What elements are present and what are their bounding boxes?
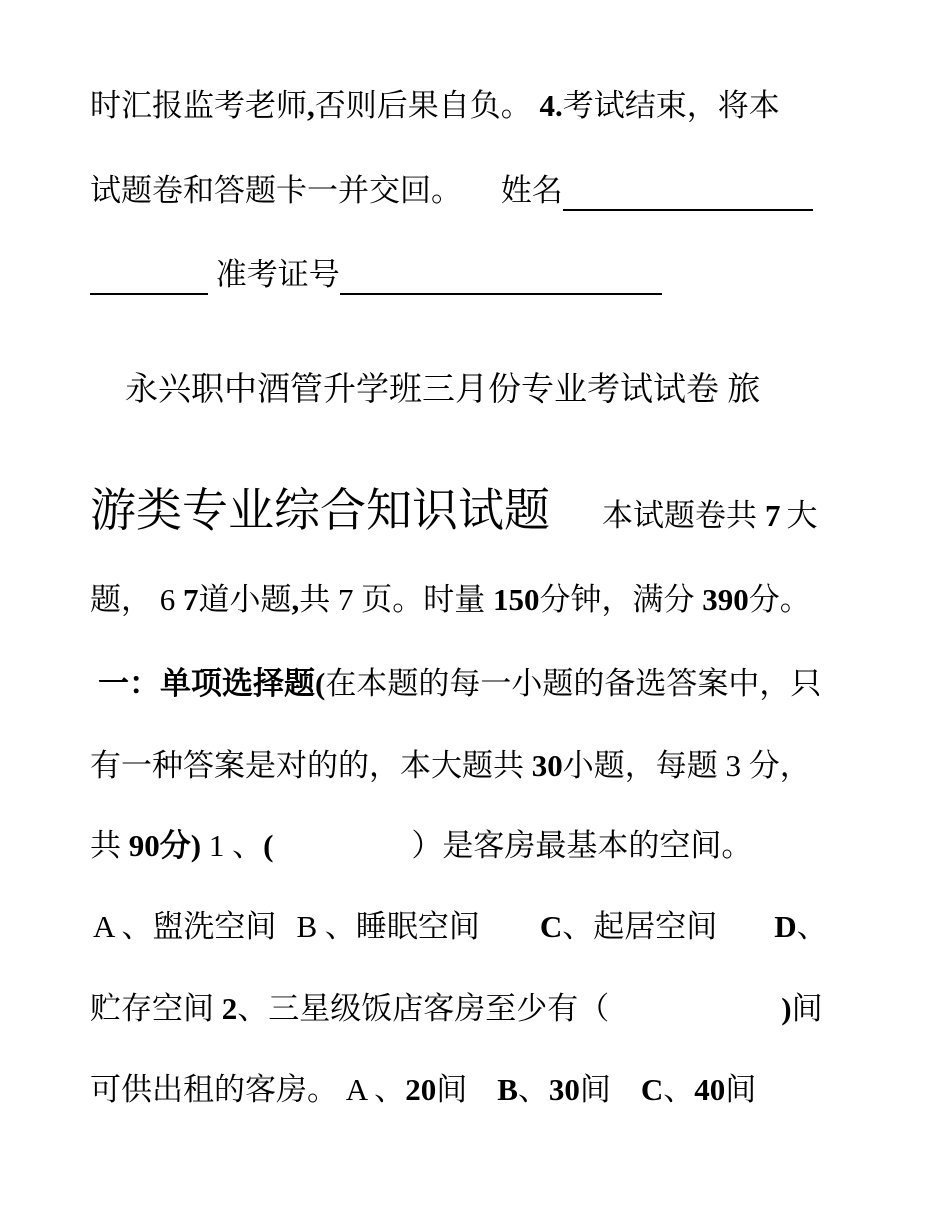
- option-c-letter: C: [539, 909, 563, 944]
- text-number: 7: [183, 582, 199, 617]
- exam-id-label: 准考证号: [208, 257, 340, 292]
- option-b-sep: 、: [517, 1072, 549, 1107]
- text-segment: 试题卷和答题卡一并交回。: [90, 173, 462, 208]
- text-segment: 小题，每题 3 分，: [562, 748, 811, 783]
- text-line-6: [90, 580, 860, 620]
- text-segment: 在本题的每一小题的备选答案中，只: [325, 666, 822, 701]
- option-c: 、起居空间: [562, 909, 718, 944]
- text-segment: 道小题: [198, 582, 292, 617]
- total-score-number: 390: [702, 582, 749, 617]
- question-2: [90, 989, 860, 1029]
- option-b-number: 30: [548, 1072, 580, 1107]
- question-2-options: [90, 1070, 860, 1110]
- exam-title-line-1: [125, 366, 895, 414]
- text-segment: 共 7 页。时量: [299, 582, 493, 617]
- option-a-number: 20: [405, 1072, 437, 1107]
- option-d-letter: D: [774, 909, 797, 944]
- option-a-unit: 间: [436, 1072, 468, 1107]
- question-text: 、三星级饭店客房至少有（: [237, 991, 610, 1026]
- section-title: 一：单项选择题(: [98, 666, 326, 701]
- intro-text: 大: [786, 498, 818, 533]
- text-segment: 题， 6: [90, 582, 183, 617]
- option-a: A 、盥洗空间: [93, 909, 277, 944]
- option-b: B 、睡眠空间: [296, 909, 480, 944]
- answer-paren-close: ): [781, 991, 792, 1026]
- option-b-unit: 间: [579, 1072, 611, 1107]
- option-d: 、: [796, 909, 828, 944]
- exam-id-blank: [340, 261, 662, 295]
- option-c-unit: 间: [725, 1072, 757, 1107]
- intro-number: 7: [765, 498, 781, 533]
- exam-title-line-2: [90, 484, 860, 543]
- duration-number: 150: [493, 582, 540, 617]
- name-blank: [563, 177, 813, 211]
- intro-text: 本试题卷共: [602, 498, 757, 533]
- text-segment: 否则后果自负。: [314, 88, 540, 123]
- text-segment: 有一种答案是对的的，本大题共: [90, 748, 532, 783]
- option-c-letter: C: [640, 1072, 664, 1107]
- text-segment: 时汇报监考老师: [90, 88, 307, 123]
- text-segment: 4.: [539, 88, 563, 123]
- option-c-number: 40: [694, 1072, 726, 1107]
- text-segment: ,: [307, 88, 315, 123]
- question-number: 2: [221, 991, 238, 1026]
- exam-title-part-1: 永兴职中酒管升学班三月份专业考试试卷 旅: [125, 372, 761, 408]
- text-line-3: [90, 255, 860, 295]
- question-number: 1 、: [208, 828, 264, 863]
- section-score-number: 90: [128, 828, 160, 863]
- question-text: ）是客房最基本的空间。: [411, 828, 753, 863]
- exam-title-part-2: 游类专业综合知识试题: [90, 485, 550, 536]
- text-segment: 分): [159, 828, 209, 863]
- option-c-sep: 、: [663, 1072, 695, 1107]
- question-text: 间: [791, 991, 823, 1026]
- text-segment: 考试结束，将本: [562, 88, 780, 123]
- text-line-8: [90, 746, 860, 786]
- text-line-2: [90, 171, 860, 211]
- text-segment: ,: [291, 582, 300, 617]
- option-d-text: 贮存空间: [90, 991, 222, 1026]
- option-b-letter: B: [497, 1072, 518, 1107]
- name-blank-continued: [90, 261, 208, 295]
- text-segment: 分钟，满分: [539, 582, 703, 617]
- option-a: 可供出租的客房。 A 、: [90, 1072, 406, 1107]
- answer-paren-open: (: [263, 828, 274, 863]
- section-heading: [98, 664, 868, 704]
- text-segment: 共: [90, 828, 129, 863]
- text-segment: 分。: [748, 582, 811, 617]
- question-count-number: 30: [531, 748, 563, 783]
- question-1-options: [93, 907, 863, 947]
- question-1: [90, 826, 860, 866]
- text-line-1: [90, 86, 860, 126]
- name-label: 姓名: [462, 173, 563, 208]
